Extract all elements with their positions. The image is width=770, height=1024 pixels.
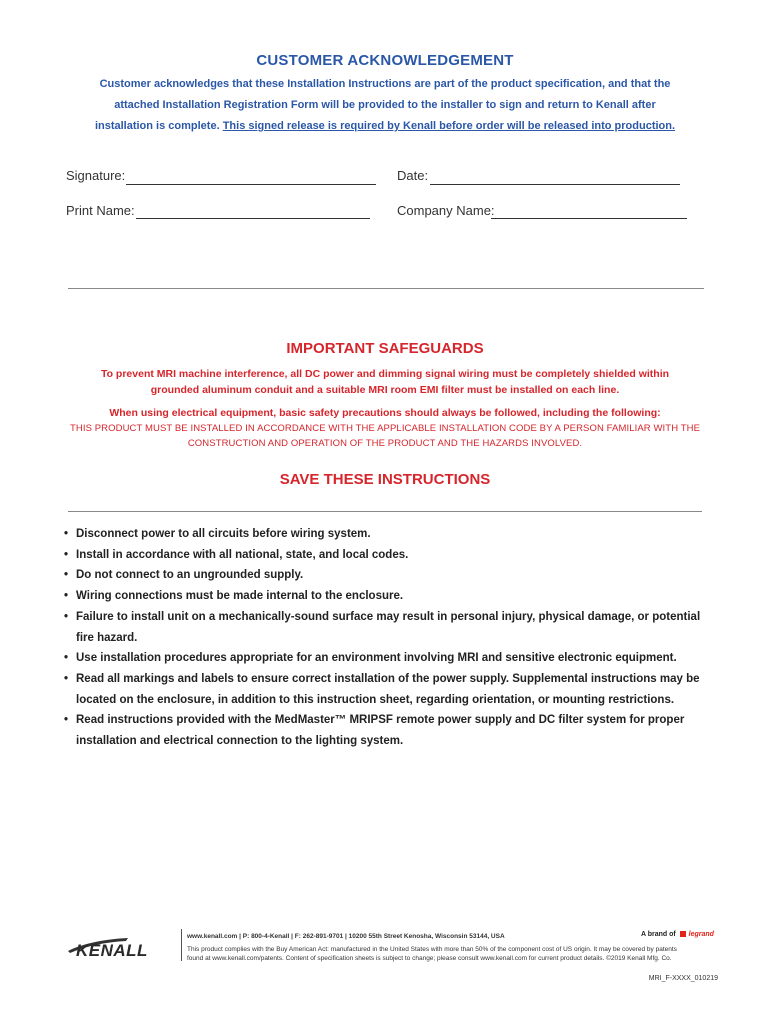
instruction-text: Read all markings and labels to ensure correct installation of the power supply. Supplemental instructions may be located on the enclosure, in addition to this instruction sheet, regarding orientation, or mounting restrictions. (76, 672, 700, 706)
instructions-list (64, 524, 704, 752)
brand-attribution (641, 931, 714, 938)
legrand-logo-text: legrand (688, 931, 714, 938)
bullet-icon: • (64, 652, 69, 665)
instructions-divider (68, 511, 702, 512)
instruction-text: Disconnect power to all circuits before wiring system. (76, 528, 371, 540)
acknowledgement-line-3 (0, 116, 770, 137)
acknowledgement-line-2: attached Installation Registration Form will be provided to the installer to sign and return to Kenall after (114, 99, 656, 111)
company-name-label: Company Name: (397, 203, 495, 218)
instruction-item (64, 545, 704, 566)
mri-warning-line-2: grounded aluminum conduit and a suitable MRI room EMI filter must be installed on each line. (150, 384, 620, 396)
bullet-icon: • (64, 590, 69, 603)
legrand-logo-icon (680, 931, 686, 937)
compliance-line-1: This product complies with the Buy American Act: manufactured in the United States with more than 50% of the component cost of US origin. It may be covered by patents (187, 946, 677, 953)
acknowledgement-text (0, 74, 770, 137)
mri-warning (0, 366, 770, 398)
company-name-field[interactable] (491, 218, 687, 219)
brand-of-label: A brand of (641, 931, 676, 938)
document-code: MRI_F-XXXX_010219 (648, 975, 718, 982)
kenall-logo-text: KENALL (76, 941, 148, 960)
instruction-text: Use installation procedures appropriate for an environment involving MRI and sensitive electronic equipment. (76, 652, 677, 665)
print-name-field[interactable] (136, 218, 370, 219)
instruction-text: Do not connect to an ungrounded supply. (76, 569, 304, 582)
compliance-line-2: found at www.kenall.com/patents. Content of specification sheets is subject to change; please consult www.kenall.com for current product details. ©2019 Kenall Mfg. Co. (187, 955, 672, 962)
instruction-text: Wiring connections must be made internal to the enclosure. (76, 590, 404, 603)
instruction-item (64, 586, 704, 607)
save-instructions-title: SAVE THESE INSTRUCTIONS (279, 471, 491, 488)
acknowledgement-line-3-start: installation is complete. (94, 120, 223, 132)
acknowledgement-line-1: Customer acknowledges that these Installation Instructions are part of the product specification, and that the (99, 78, 671, 90)
installation-code-line-1: THIS PRODUCT MUST BE INSTALLED IN ACCORDANCE WITH THE APPLICABLE INSTALLATION CODE BY A PERSON FAMILIAR WITH THE (69, 423, 701, 434)
bullet-icon: • (64, 548, 69, 561)
acknowledgement-title: CUSTOMER ACKNOWLEDGEMENT (256, 52, 514, 69)
compliance-statement (187, 945, 727, 963)
kenall-logo-mark (66, 929, 178, 961)
instruction-item (64, 607, 704, 648)
instruction-text: Install in accordance with all national, state, and local codes. (76, 548, 409, 561)
bullet-icon: • (64, 672, 69, 685)
bullet-icon: • (64, 528, 69, 540)
date-field[interactable] (430, 184, 680, 185)
bullet-icon: • (64, 610, 69, 623)
footer-separator (181, 929, 182, 961)
instruction-item (64, 648, 704, 669)
release-requirement-note: This signed release is required by Kenall before order will be released into production. (222, 120, 676, 132)
print-name-label: Print Name: (66, 203, 135, 218)
bullet-icon: • (64, 569, 69, 582)
instruction-item (64, 710, 704, 751)
safeguards-title: IMPORTANT SAFEGUARDS (286, 340, 484, 357)
footer-contact: www.kenall.com | P: 800-4-Kenall | F: 262-891-9701 | 10200 55th Street Kenosha, Wisconsin 53144, USA (187, 933, 505, 940)
instruction-item (64, 565, 704, 586)
mri-warning-line-1: To prevent MRI machine interference, all DC power and dimming signal wiring must be completely shielded within (100, 368, 670, 380)
bullet-icon: • (64, 714, 69, 727)
date-label: Date: (397, 168, 429, 183)
instruction-item (64, 669, 704, 710)
safety-precautions-note: When using electrical equipment, basic safety precautions should always be followed, including the following: (109, 407, 661, 419)
section-divider (68, 288, 704, 289)
kenall-logo (66, 929, 178, 961)
signature-field[interactable] (126, 184, 376, 185)
signature-label: Signature: (66, 168, 126, 183)
installation-code-note (0, 421, 770, 451)
instruction-item (64, 524, 704, 545)
instruction-text: Failure to install unit on a mechanically-sound surface may result in personal injury, physical damage, or potential fire hazard. (76, 610, 701, 644)
installation-code-line-2: CONSTRUCTION AND OPERATION OF THE PRODUCT AND THE HAZARDS INVOLVED. (187, 438, 583, 449)
instruction-text: Read instructions provided with the MedMaster™ MRIPSF remote power supply and DC filter system for proper installation and electrical connection to the lighting system. (76, 714, 685, 748)
